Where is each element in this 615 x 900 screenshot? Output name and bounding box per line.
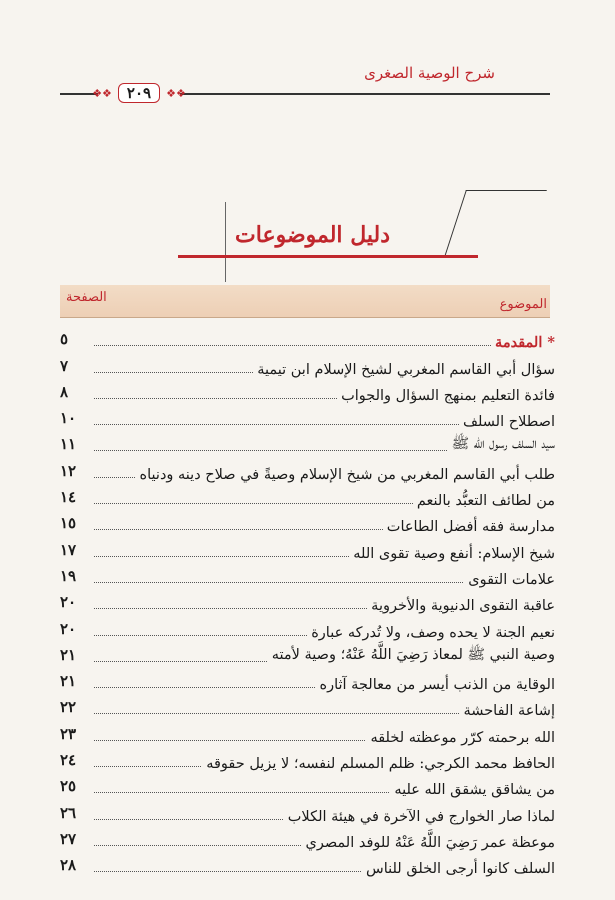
toc-entry[interactable] <box>60 720 555 746</box>
toc-page-number: ٢٤ <box>60 751 77 770</box>
toc-entry-title: شيخ الإسلام: أنفع وصية تقوى الله <box>349 546 555 562</box>
toc-entry[interactable] <box>60 352 555 378</box>
toc-entry-title: من لطائف التعبُّد بالنعم <box>413 493 555 509</box>
toc-entry-title: نعيم الجنة لا يحده وصف، ولا تُدركه عبارة <box>307 625 555 641</box>
toc-page-number: ٧ <box>60 356 69 375</box>
toc-entry-title: سؤال أبي القاسم المغربي لشيخ الإسلام ابن تيمية <box>253 362 555 378</box>
toc-entry-title: الوقاية من الذنب أيسر من معالجة آثاره <box>315 677 555 693</box>
toc-entry-title: اصطلاح السلف <box>459 414 555 430</box>
page-number-badge <box>92 80 186 106</box>
toc-entry-title: علامات التقوى <box>464 572 555 588</box>
toc-entry-title: فائدة التعليم بمنهج السؤال والجواب <box>337 388 555 404</box>
ornament-icon: ❖❖ <box>92 86 112 100</box>
toc-entry[interactable] <box>60 431 555 457</box>
toc-entry[interactable] <box>60 510 555 536</box>
toc-page-number: ٨ <box>60 382 69 401</box>
leader-dots <box>94 345 555 346</box>
page-number: ٢٠٩ <box>118 83 160 103</box>
toc-page-number: ٢٠ <box>60 593 77 612</box>
toc-page-number: ٢٠ <box>60 619 77 638</box>
toc-entry-title: وصية النبي ﷺ لمعاذ رَضِيَ اللَّهُ عَنْهُ؛ وصية لأمته <box>268 646 555 667</box>
toc-page-number: ٢٦ <box>60 803 77 822</box>
toc-entry-title: طلب أبي القاسم المغربي من شيخ الإسلام وصيةً في صلاح دينه ودنياه <box>136 467 555 483</box>
toc-entry[interactable] <box>60 589 555 615</box>
toc-entry[interactable] <box>60 536 555 562</box>
toc-entry-title: من يشاقق يشقق الله عليه <box>390 782 555 798</box>
toc-page-number: ٢٣ <box>60 724 77 743</box>
toc-page-number: ٢١ <box>60 645 77 664</box>
frame-line <box>225 202 226 282</box>
toc-entry[interactable] <box>60 615 555 641</box>
toc-page-number: ٢٧ <box>60 829 77 848</box>
toc-entry[interactable] <box>60 379 555 405</box>
toc-entry-title: السلف كانوا أرجى الخلق للناس <box>362 861 555 877</box>
toc-entry[interactable] <box>60 642 555 668</box>
toc-page-number: ١٥ <box>60 514 77 533</box>
toc-page-number: ١٠ <box>60 409 77 428</box>
toc-entry-title: إشاعة الفاحشة <box>459 703 555 719</box>
toc-entry[interactable] <box>60 799 555 825</box>
toc-entry-title: الحافظ محمد الكرجي: ظلم المسلم لنفسه؛ لا يزيل حقوقه <box>202 756 555 772</box>
toc-page-number: ٢١ <box>60 672 77 691</box>
toc-entry[interactable] <box>60 694 555 720</box>
toc-page-number: ٢٥ <box>60 777 77 796</box>
toc-entry[interactable] <box>60 405 555 431</box>
toc-page-number: ٥ <box>60 330 69 349</box>
title-underline <box>178 255 478 258</box>
toc-entry[interactable] <box>60 326 555 352</box>
toc-page-number: ٢٨ <box>60 856 77 875</box>
column-header-band <box>60 285 550 318</box>
toc-entry[interactable] <box>60 773 555 799</box>
toc-entry-title: لماذا صار الخوارج في الآخرة في هيئة الكلاب <box>284 809 555 825</box>
toc-entry[interactable] <box>60 457 555 483</box>
toc-entry-title: * المقدمة <box>491 334 555 351</box>
toc-entry-title: الله برحمته كرّر موعظته لخلقه <box>366 730 555 746</box>
column-header-subject: الموضوع <box>499 297 547 312</box>
running-title: شرح الوصية الصغرى <box>364 64 495 82</box>
toc-entry-title: عاقبة التقوى الدنيوية والأخروية <box>367 598 555 614</box>
toc-page-number: ١٩ <box>60 566 77 585</box>
toc-page-number: ١٢ <box>60 461 77 480</box>
toc-entry[interactable] <box>60 747 555 773</box>
ornament-icon: ❖❖ <box>166 86 186 100</box>
toc-list <box>60 326 555 878</box>
toc-page-number: ١٧ <box>60 540 77 559</box>
toc-page-number: ١١ <box>60 435 77 454</box>
toc-entry[interactable] <box>60 826 555 852</box>
toc-entry-title: مدارسة فقه أفضل الطاعات <box>383 519 555 535</box>
toc-page-number: ٢٢ <box>60 698 77 717</box>
column-header-page: الصفحة <box>66 290 107 305</box>
page-title: دليل الموضوعات <box>235 222 390 248</box>
toc-entry-title: سيد السلف رسول الله ﷺ <box>448 435 555 456</box>
toc-entry[interactable] <box>60 668 555 694</box>
toc-entry-title: موعظة عمر رَضِيَ اللَّهُ عَنْهُ للوفد المصري <box>302 835 556 851</box>
toc-entry[interactable] <box>60 563 555 589</box>
toc-entry[interactable] <box>60 852 555 878</box>
toc-entry[interactable] <box>60 484 555 510</box>
toc-page-number: ١٤ <box>60 488 77 507</box>
